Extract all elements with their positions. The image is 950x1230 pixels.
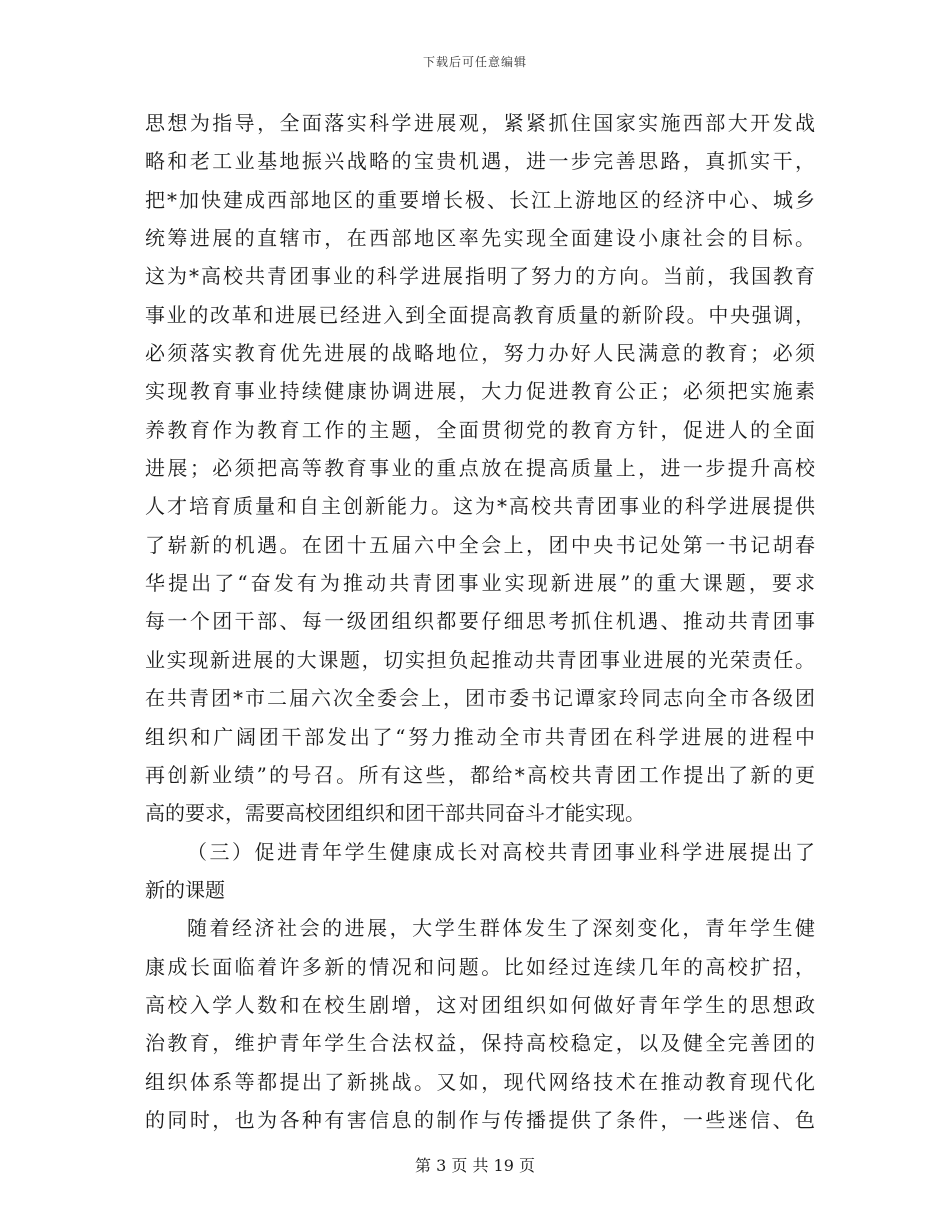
body-line: 必须落实教育优先进展的战略地位，努力办好人民满意的教育；必须 [145,341,815,366]
body-line: 再创新业绩”的号召。所有这些，都给*高校共青团工作提出了新的更 [145,762,815,787]
document-body [145,104,815,1139]
body-line: 略和老工业基地振兴战略的宝贵机遇，进一步完善思路，真抓实干， [145,149,815,174]
body-line: 养教育作为教育工作的主题，全面贯彻党的教育方针，促进人的全面 [145,417,815,442]
section-heading-line: （三）促进青年学生健康成长对高校共青团事业科学进展提出了 [187,839,815,864]
section-heading-line: 新的课题 [145,877,225,902]
body-line: 高校入学人数和在校生剧增，这对团组织如何做好青年学生的思想政 [145,992,815,1017]
body-line: 治教育，维护青年学生合法权益，保持高校稳定，以及健全完善团的 [145,1031,815,1056]
body-line: 进展；必须把高等教育事业的重点放在提高质量上，进一步提升高校 [145,456,815,481]
page-header: 下载后可任意编辑 [422,55,527,69]
body-line: 统筹进展的直辖市，在西部地区率先实现全面建设小康社会的目标。 [145,226,815,251]
body-line: 实现教育事业持续健康协调进展，大力促进教育公正；必须把实施素 [145,379,815,404]
body-line: 的同时，也为各种有害信息的制作与传播提供了条件，一些迷信、色 [145,1107,815,1132]
body-line: 高的要求，需要高校团组织和团干部共同奋斗才能实现。 [145,801,645,826]
body-line: 华提出了“奋发有为推动共青团事业实现新进展”的重大课题，要求 [145,571,815,596]
body-line: 把*加快建成西部地区的重要增长极、长江上游地区的经济中心、城乡 [145,187,815,212]
body-line: 随着经济社会的进展，大学生群体发生了深刻变化，青年学生健 [187,916,815,941]
body-line: 了崭新的机遇。在团十五届六中全会上，团中央书记处第一书记胡春 [145,532,815,557]
body-line: 康成长面临着许多新的情况和问题。比如经过连续几年的高校扩招， [145,954,815,979]
body-line: 人才培育质量和自主创新能力。这为*高校共青团事业的科学进展提供 [145,494,815,519]
page-footer: 第 3 页 共 19 页 [415,1156,535,1175]
body-line: 每一个团干部、每一级团组织都要仔细思考抓住机遇、推动共青团事 [145,609,815,634]
body-line: 这为*高校共青团事业的科学进展指明了努力的方向。当前，我国教育 [145,264,815,289]
body-line: 思想为指导，全面落实科学进展观，紧紧抓住国家实施西部大开发战 [145,111,815,135]
body-line: 组织体系等都提出了新挑战。又如，现代网络技术在推动教育现代化 [145,1069,815,1094]
body-line: 业实现新进展的大课题，切实担负起推动共青团事业进展的光荣责任。 [145,647,815,672]
body-line: 组织和广阔团干部发出了“努力推动全市共青团在科学进展的进程中 [145,724,815,749]
body-line: 事业的改革和进展已经进入到全面提高教育质量的新阶段。中央强调， [145,302,815,327]
body-line: 在共青团*市二届六次全委会上，团市委书记谭家玲同志向全市各级团 [145,686,815,711]
